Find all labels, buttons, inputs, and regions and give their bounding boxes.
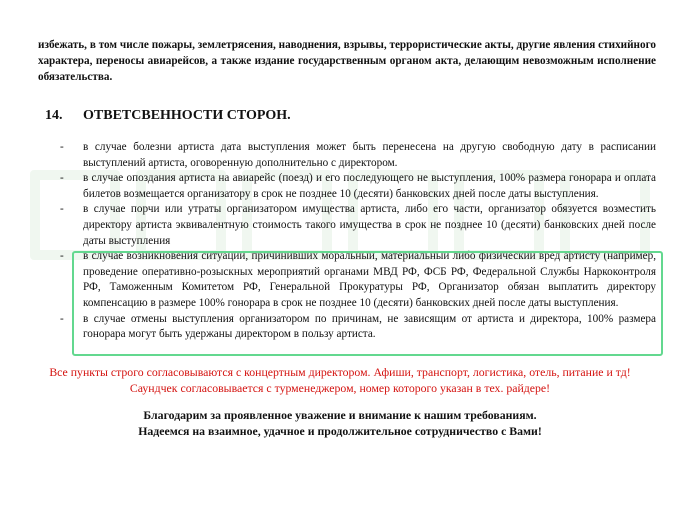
closing-line-1: Благодарим за проявленное уважение и внимание к нашим требованиям. [143, 408, 537, 422]
section-title: ОТВЕТСВЕННОСТИ СТОРОН. [83, 108, 291, 123]
clause-item [60, 140, 656, 171]
clause-item [60, 171, 656, 202]
clause-text: в случае опоздания артиста на авиарейс (поезд) и его последующего не выступления, 100% размера гонорара и оплата билетов возмещается организатору в срок не позднее 10 (десяти) банковских дней после даты выступления. [83, 172, 656, 200]
clause-bullet: - [60, 141, 64, 153]
clause-text: в случае порчи или утраты организатором имущества артиста, либо его части, организатор обязуется возместить директору артиста эквивалентную стоимость такого имущества в срок не позднее 10 (десяти) банковских дней после даты выступления [83, 203, 656, 247]
clause-text: в случае возникновения ситуаций, причинивших моральный, материальный либо физический вред артисту (например, проведение оперативно-розыскных мероприятий органами МВД РФ, ФСБ РФ, Федеральной Службы Наркоконтроля РФ, Таможенным Комитетом РФ, Генеральной Прокуратуры РФ, Организатор обязан выплатить директору компенсацию в размере 100% гонорара в срок не позднее 10 (десяти) банковских дней после даты выступления. [83, 250, 656, 309]
clause-bullet: - [60, 312, 64, 325]
intro-paragraph: избежать, в том числе пожары, землетрясения, наводнения, взрывы, террористические акты, другие явления стихийного характера, переносы авиарейсов, а также издание государственным органом акта, делающим невозможным исполнение обязательства. [38, 39, 656, 83]
clause-bullet: - [60, 172, 64, 185]
clause-bullet: - [60, 203, 64, 216]
clauses-list [60, 140, 656, 343]
note-line-2: Саундчек согласовывается с турменеджером, номер которого указан в тех. райдере! [129, 381, 551, 395]
closing-line-2: Надеемся на взаимное, удачное и продолжительное сотрудничество с Вами! [138, 424, 542, 438]
note-line-1: Все пункты строго согласовываются с концертным директором. Афиши, транспорт, логистика, отель, питание и тд! [49, 365, 631, 379]
clause-bullet: - [60, 250, 64, 263]
clause-text: в случае отмены выступления организатором по причинам, не зависящим от артиста и директора, 100% размера гонорара могут быть удержаны директором в пользу артиста. [83, 312, 656, 341]
clause-item [60, 249, 656, 311]
clause-item [60, 312, 656, 343]
clause-text: в случае болезни артиста дата выступления может быть перенесена на другую свободную дату в расписании выступлений артиста, оговоренную дополнительно с директором. [83, 141, 656, 169]
section-number: 14. [45, 108, 63, 123]
section-heading [45, 108, 291, 124]
clause-item [60, 202, 656, 249]
